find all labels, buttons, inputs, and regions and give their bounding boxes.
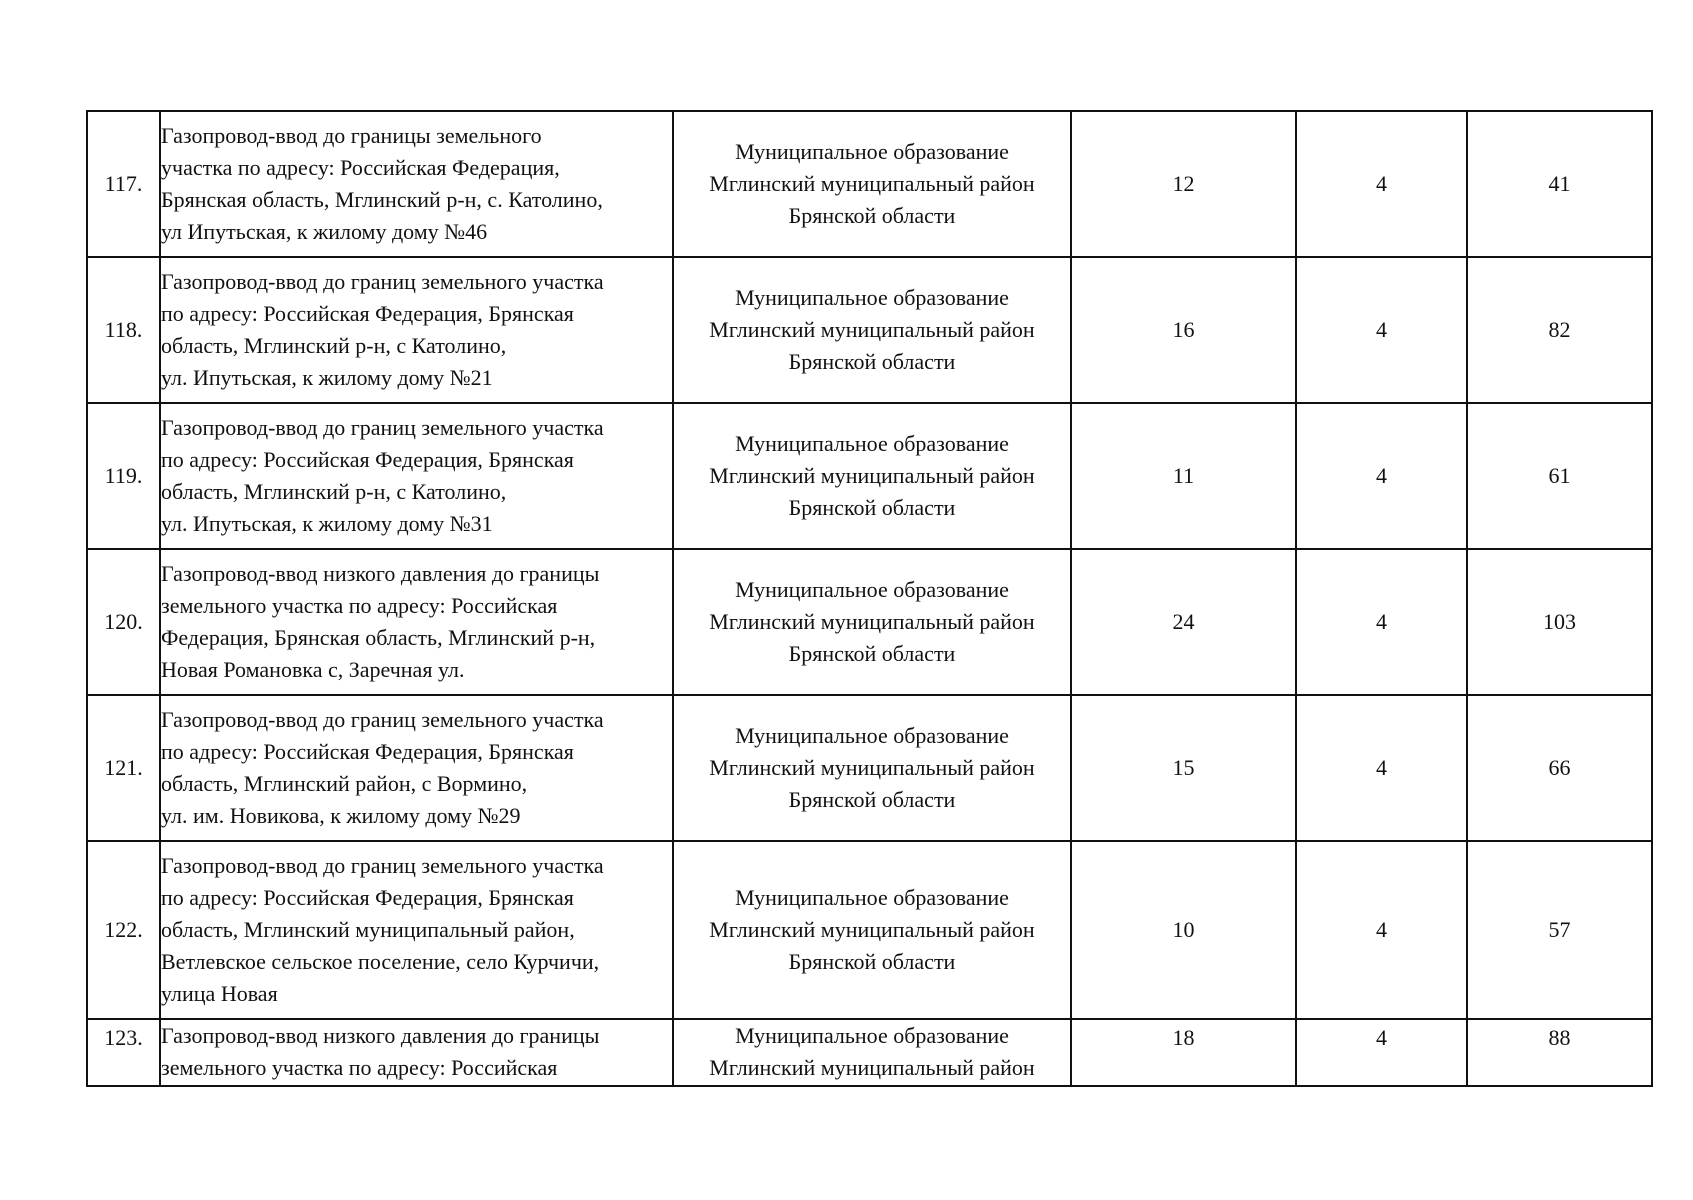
description-line: Федерация, Брянская область, Мглинский р-н,	[161, 625, 596, 650]
value-cell-col4: 16	[1071, 257, 1296, 403]
row-number: 119.	[87, 403, 160, 549]
description-line: по адресу: Российская Федерация, Брянская	[161, 301, 574, 326]
row-number: 123.	[87, 1019, 160, 1086]
description-line: земельного участка по адресу: Российская	[161, 593, 558, 618]
value-cell-col6: 57	[1467, 841, 1652, 1019]
owner-line: Брянской области	[788, 349, 956, 374]
table-row	[87, 695, 1652, 841]
description-line: по адресу: Российская Федерация, Брянская	[161, 739, 574, 764]
description-line: область, Мглинский р-н, с Католино,	[161, 479, 507, 504]
description-line: Газопровод-ввод низкого давления до границы	[161, 561, 600, 586]
description-line: область, Мглинский район, с Вормино,	[161, 771, 528, 796]
owner-line: Мглинский муниципальный район	[709, 609, 1035, 634]
object-description	[160, 111, 673, 257]
owner-line: Брянской области	[788, 787, 956, 812]
owner-line: Муниципальное образование	[735, 139, 1009, 164]
value-cell-col5: 4	[1296, 695, 1467, 841]
description-line: Газопровод-ввод до границ земельного участка	[161, 707, 604, 732]
row-number: 121.	[87, 695, 160, 841]
table-row	[87, 841, 1652, 1019]
row-number: 117.	[87, 111, 160, 257]
value-cell-col5: 4	[1296, 549, 1467, 695]
owner-line: Мглинский муниципальный район	[709, 755, 1035, 780]
row-number: 118.	[87, 257, 160, 403]
document-page	[86, 110, 1651, 1087]
value-cell-col4: 10	[1071, 841, 1296, 1019]
owner-line: Брянской области	[788, 495, 956, 520]
description-line: ул. Ипутьская, к жилому дому №21	[161, 365, 493, 390]
registry-table	[86, 110, 1653, 1087]
table-row	[87, 1019, 1652, 1086]
description-line: по адресу: Российская Федерация, Брянская	[161, 447, 574, 472]
owner-cell	[673, 1019, 1071, 1086]
description-line: земельного участка по адресу: Российская	[161, 1055, 558, 1080]
owner-cell	[673, 257, 1071, 403]
owner-cell	[673, 695, 1071, 841]
description-line: Газопровод-ввод до границ земельного участка	[161, 269, 604, 294]
value-cell-col4: 18	[1071, 1019, 1296, 1086]
owner-line: Мглинский муниципальный район	[709, 171, 1035, 196]
owner-line: Мглинский муниципальный район	[709, 917, 1035, 942]
description-line: Газопровод-ввод до границ земельного участка	[161, 415, 604, 440]
value-cell-col6: 103	[1467, 549, 1652, 695]
value-cell-col6: 82	[1467, 257, 1652, 403]
table-row	[87, 111, 1652, 257]
description-line: Газопровод-ввод низкого давления до границы	[161, 1023, 600, 1048]
table-row	[87, 403, 1652, 549]
owner-line: Брянской области	[788, 203, 956, 228]
description-line: Новая Романовка с, Заречная ул.	[161, 657, 465, 682]
owner-line: Мглинский муниципальный район	[709, 463, 1035, 488]
value-cell-col4: 11	[1071, 403, 1296, 549]
owner-line: Муниципальное образование	[735, 577, 1009, 602]
description-line: улица Новая	[161, 981, 278, 1006]
owner-line: Брянской области	[788, 949, 956, 974]
owner-line: Мглинский муниципальный район	[709, 1055, 1035, 1080]
value-cell-col4: 12	[1071, 111, 1296, 257]
owner-line: Муниципальное образование	[735, 1023, 1009, 1048]
value-cell-col5: 4	[1296, 841, 1467, 1019]
value-cell-col6: 41	[1467, 111, 1652, 257]
description-line: ул. им. Новикова, к жилому дому №29	[161, 803, 521, 828]
owner-cell	[673, 403, 1071, 549]
owner-line: Брянской области	[788, 641, 956, 666]
object-description	[160, 549, 673, 695]
value-cell-col4: 15	[1071, 695, 1296, 841]
owner-cell	[673, 111, 1071, 257]
row-number: 122.	[87, 841, 160, 1019]
description-line: область, Мглинский р-н, с Католино,	[161, 333, 507, 358]
row-number: 120.	[87, 549, 160, 695]
owner-line: Муниципальное образование	[735, 885, 1009, 910]
description-line: участка по адресу: Российская Федерация,	[161, 155, 560, 180]
value-cell-col5: 4	[1296, 111, 1467, 257]
value-cell-col4: 24	[1071, 549, 1296, 695]
object-description	[160, 1019, 673, 1086]
owner-cell	[673, 549, 1071, 695]
table-row	[87, 549, 1652, 695]
value-cell-col5: 4	[1296, 403, 1467, 549]
owner-cell	[673, 841, 1071, 1019]
value-cell-col5: 4	[1296, 1019, 1467, 1086]
description-line: ул. Ипутьская, к жилому дому №31	[161, 511, 493, 536]
owner-line: Мглинский муниципальный район	[709, 317, 1035, 342]
object-description	[160, 403, 673, 549]
object-description	[160, 841, 673, 1019]
description-line: Газопровод-ввод до границы земельного	[161, 123, 542, 148]
object-description	[160, 257, 673, 403]
description-line: по адресу: Российская Федерация, Брянская	[161, 885, 574, 910]
description-line: ул Ипутьская, к жилому дому №46	[161, 219, 488, 244]
owner-line: Муниципальное образование	[735, 285, 1009, 310]
value-cell-col5: 4	[1296, 257, 1467, 403]
description-line: Брянская область, Мглинский р-н, с. Католино,	[161, 187, 603, 212]
description-line: Газопровод-ввод до границ земельного участка	[161, 853, 604, 878]
value-cell-col6: 61	[1467, 403, 1652, 549]
description-line: Ветлевское сельское поселение, село Курчичи,	[161, 949, 600, 974]
owner-line: Муниципальное образование	[735, 723, 1009, 748]
description-line: область, Мглинский муниципальный район,	[161, 917, 575, 942]
value-cell-col6: 66	[1467, 695, 1652, 841]
table-body	[87, 111, 1652, 1086]
value-cell-col6: 88	[1467, 1019, 1652, 1086]
table-row	[87, 257, 1652, 403]
owner-line: Муниципальное образование	[735, 431, 1009, 456]
object-description	[160, 695, 673, 841]
